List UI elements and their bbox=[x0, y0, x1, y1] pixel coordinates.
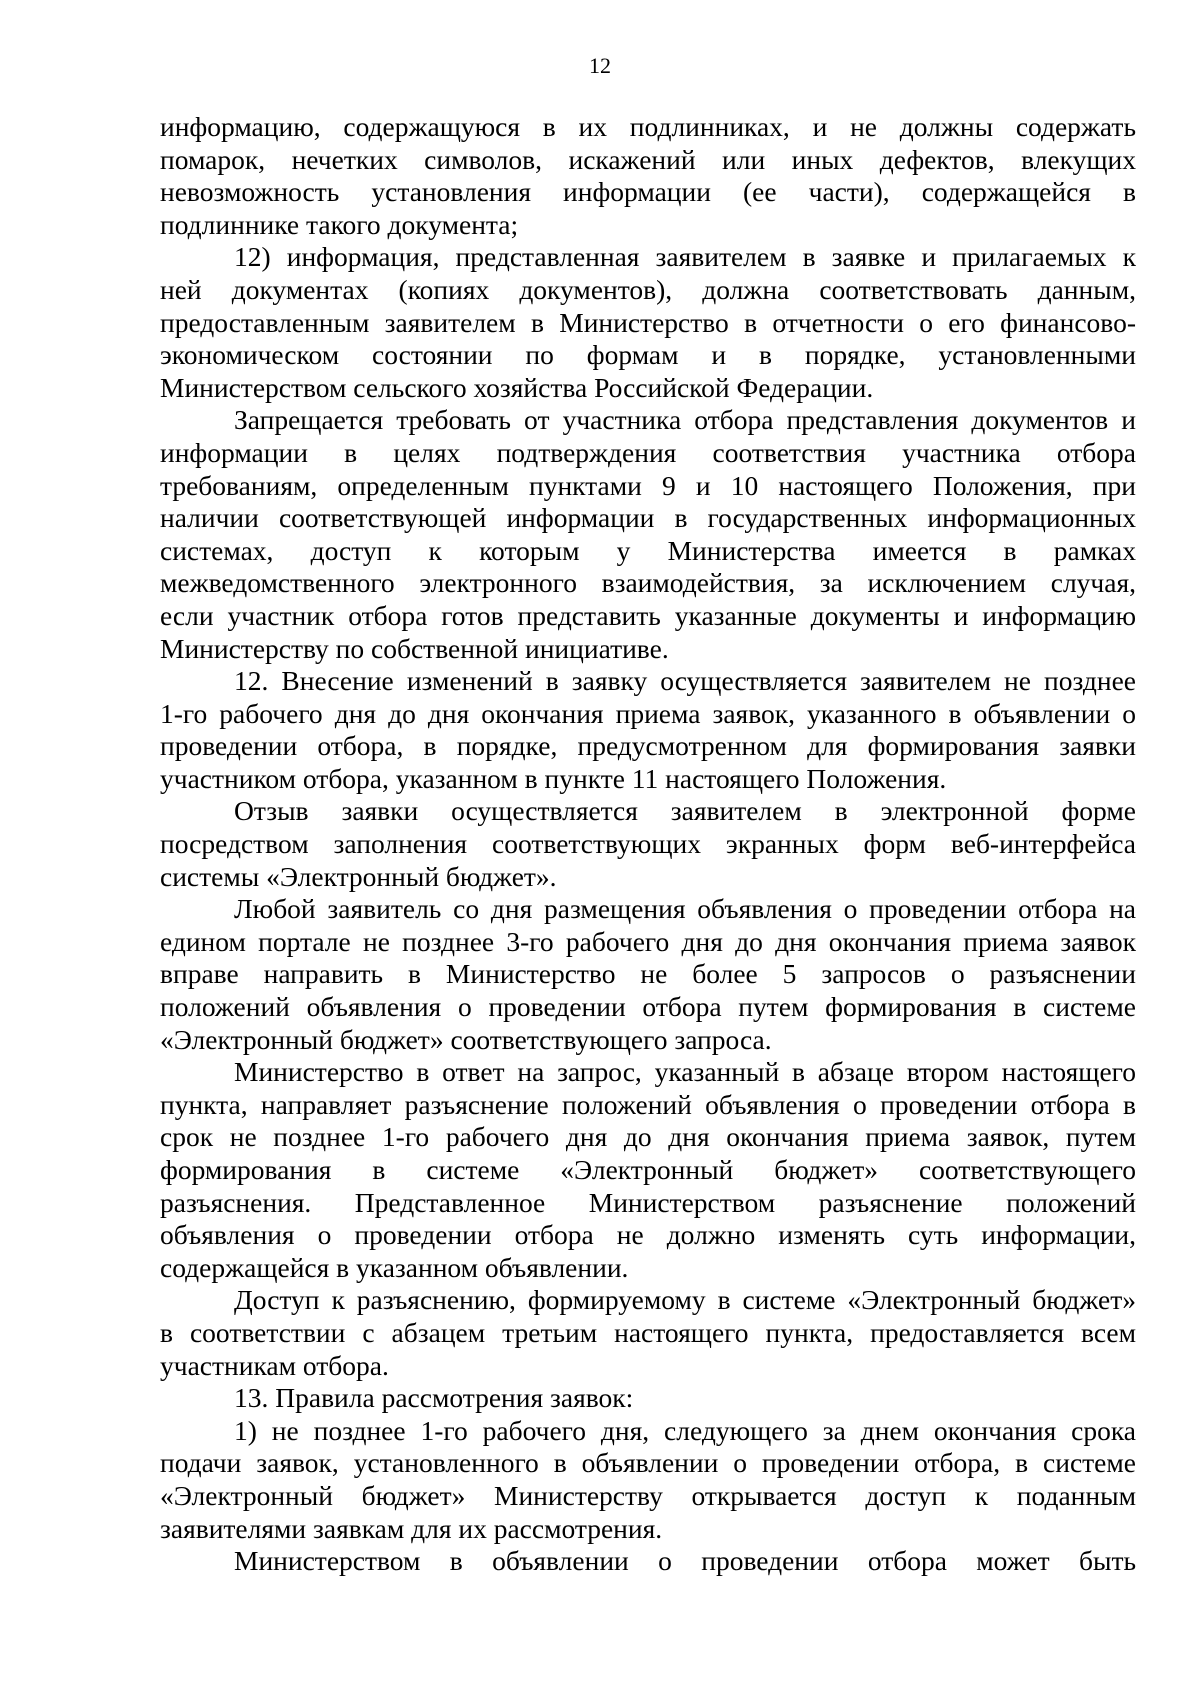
text-line: Запрещается требовать от участника отбора представления документов и bbox=[234, 404, 1136, 436]
text-line: едином портале не позднее 3-го рабочего дня до дня окончания приема заявок bbox=[160, 925, 1136, 957]
paragraph bbox=[160, 1415, 1136, 1545]
text-line: требованиям, определенным пунктами 9 и 10 настоящего Положения, при bbox=[160, 469, 1136, 501]
text-line: 13. Правила рассмотрения заявок: bbox=[234, 1382, 634, 1414]
paragraph bbox=[160, 404, 1136, 665]
text-line: системах, доступ к которым у Министерства имеется в рамках bbox=[160, 534, 1136, 566]
text-line: экономическом состоянии по формам и в порядке, установленными bbox=[160, 339, 1136, 371]
page-number: 12 bbox=[589, 53, 611, 78]
paragraph bbox=[160, 241, 1136, 404]
text-line: подлиннике такого документа; bbox=[160, 208, 519, 240]
paragraph bbox=[160, 1284, 1136, 1382]
paragraph bbox=[160, 111, 1136, 241]
text-line: формирования в системе «Электронный бюджет» соответствующего bbox=[160, 1154, 1136, 1185]
text-line: Доступ к разъяснению, формируемому в системе «Электронный бюджет» bbox=[234, 1284, 1136, 1316]
text-line: помарок, нечетких символов, искажений или иных дефектов, влекущих bbox=[160, 143, 1136, 175]
text-line: если участник отбора готов представить указанные документы и информацию bbox=[160, 599, 1136, 631]
text-line: содержащейся в указанном объявлении. bbox=[160, 1251, 629, 1283]
text-line: Министерству по собственной инициативе. bbox=[160, 632, 669, 664]
text-line: 12) информация, представленная заявителем в заявке и прилагаемых к bbox=[234, 241, 1136, 273]
text-line: Отзыв заявки осуществляется заявителем в электронной форме bbox=[234, 795, 1136, 827]
paragraph bbox=[160, 795, 1136, 893]
paragraph bbox=[160, 665, 1136, 795]
text-line: наличии соответствующей информации в государственных информационных bbox=[160, 502, 1136, 534]
text-line: 1-го рабочего дня до дня окончания приема заявок, указанного в объявлении о bbox=[160, 697, 1136, 729]
text-line: информацию, содержащуюся в их подлинниках, и не должны содержать bbox=[160, 111, 1136, 142]
text-line: Министерством в объявлении о проведении отбора может быть bbox=[234, 1545, 1136, 1577]
text-line: информации в целях подтверждения соответствия участника отбора bbox=[160, 436, 1136, 468]
text-line: срок не позднее 1-го рабочего дня до дня окончания приема заявок, путем bbox=[160, 1121, 1136, 1153]
text-line: Министерство в ответ на запрос, указанный в абзаце втором настоящего bbox=[234, 1056, 1136, 1088]
text-line: межведомственного электронного взаимодействия, за исключением случая, bbox=[160, 567, 1136, 599]
text-line: Любой заявитель со дня размещения объявления о проведении отбора на bbox=[234, 893, 1136, 925]
text-line: 12. Внесение изменений в заявку осуществляется заявителем не позднее bbox=[234, 665, 1136, 697]
text-line: пункта, направляет разъяснение положений объявления о проведении отбора в bbox=[160, 1088, 1136, 1120]
paragraph bbox=[160, 1382, 1136, 1415]
text-line: участникам отбора. bbox=[160, 1349, 389, 1381]
text-line: системы «Электронный бюджет». bbox=[160, 860, 557, 892]
document-body bbox=[160, 111, 1136, 1578]
text-line: заявителями заявкам для их рассмотрения. bbox=[160, 1512, 663, 1544]
text-line: разъяснения. Представленное Министерством разъяснение положений bbox=[160, 1186, 1136, 1218]
text-line: «Электронный бюджет» соответствующего запроса. bbox=[160, 1023, 772, 1055]
text-line: вправе направить в Министерство не более 5 запросов о разъяснении bbox=[160, 958, 1136, 990]
text-line: предоставленным заявителем в Министерство в отчетности о его финансово- bbox=[160, 306, 1136, 338]
paragraph bbox=[160, 893, 1136, 1056]
paragraph bbox=[160, 1056, 1136, 1284]
text-line: 1) не позднее 1-го рабочего дня, следующего за днем окончания срока bbox=[234, 1414, 1136, 1446]
text-line: положений объявления о проведении отбора путем формирования в системе bbox=[160, 991, 1136, 1023]
text-line: участником отбора, указанном в пункте 11 настоящего Положения. bbox=[160, 762, 947, 794]
paragraph bbox=[160, 1545, 1136, 1578]
text-line: Министерством сельского хозяйства Российской Федерации. bbox=[160, 371, 874, 403]
text-line: «Электронный бюджет» Министерству открывается доступ к поданным bbox=[160, 1479, 1136, 1511]
text-line: проведении отбора, в порядке, предусмотренном для формирования заявки bbox=[160, 730, 1136, 762]
text-line: подачи заявок, установленного в объявлении о проведении отбора, в системе bbox=[160, 1447, 1136, 1479]
text-line: невозможность установления информации (ее части), содержащейся в bbox=[160, 176, 1136, 208]
text-line: в соответствии с абзацем третьим настоящего пункта, предоставляется всем bbox=[160, 1316, 1136, 1348]
text-line: посредством заполнения соответствующих экранных форм веб-интерфейса bbox=[160, 828, 1136, 860]
text-line: ней документах (копиях документов), должна соответствовать данным, bbox=[160, 273, 1136, 305]
text-line: объявления о проведении отбора не должно изменять суть информации, bbox=[160, 1219, 1136, 1251]
